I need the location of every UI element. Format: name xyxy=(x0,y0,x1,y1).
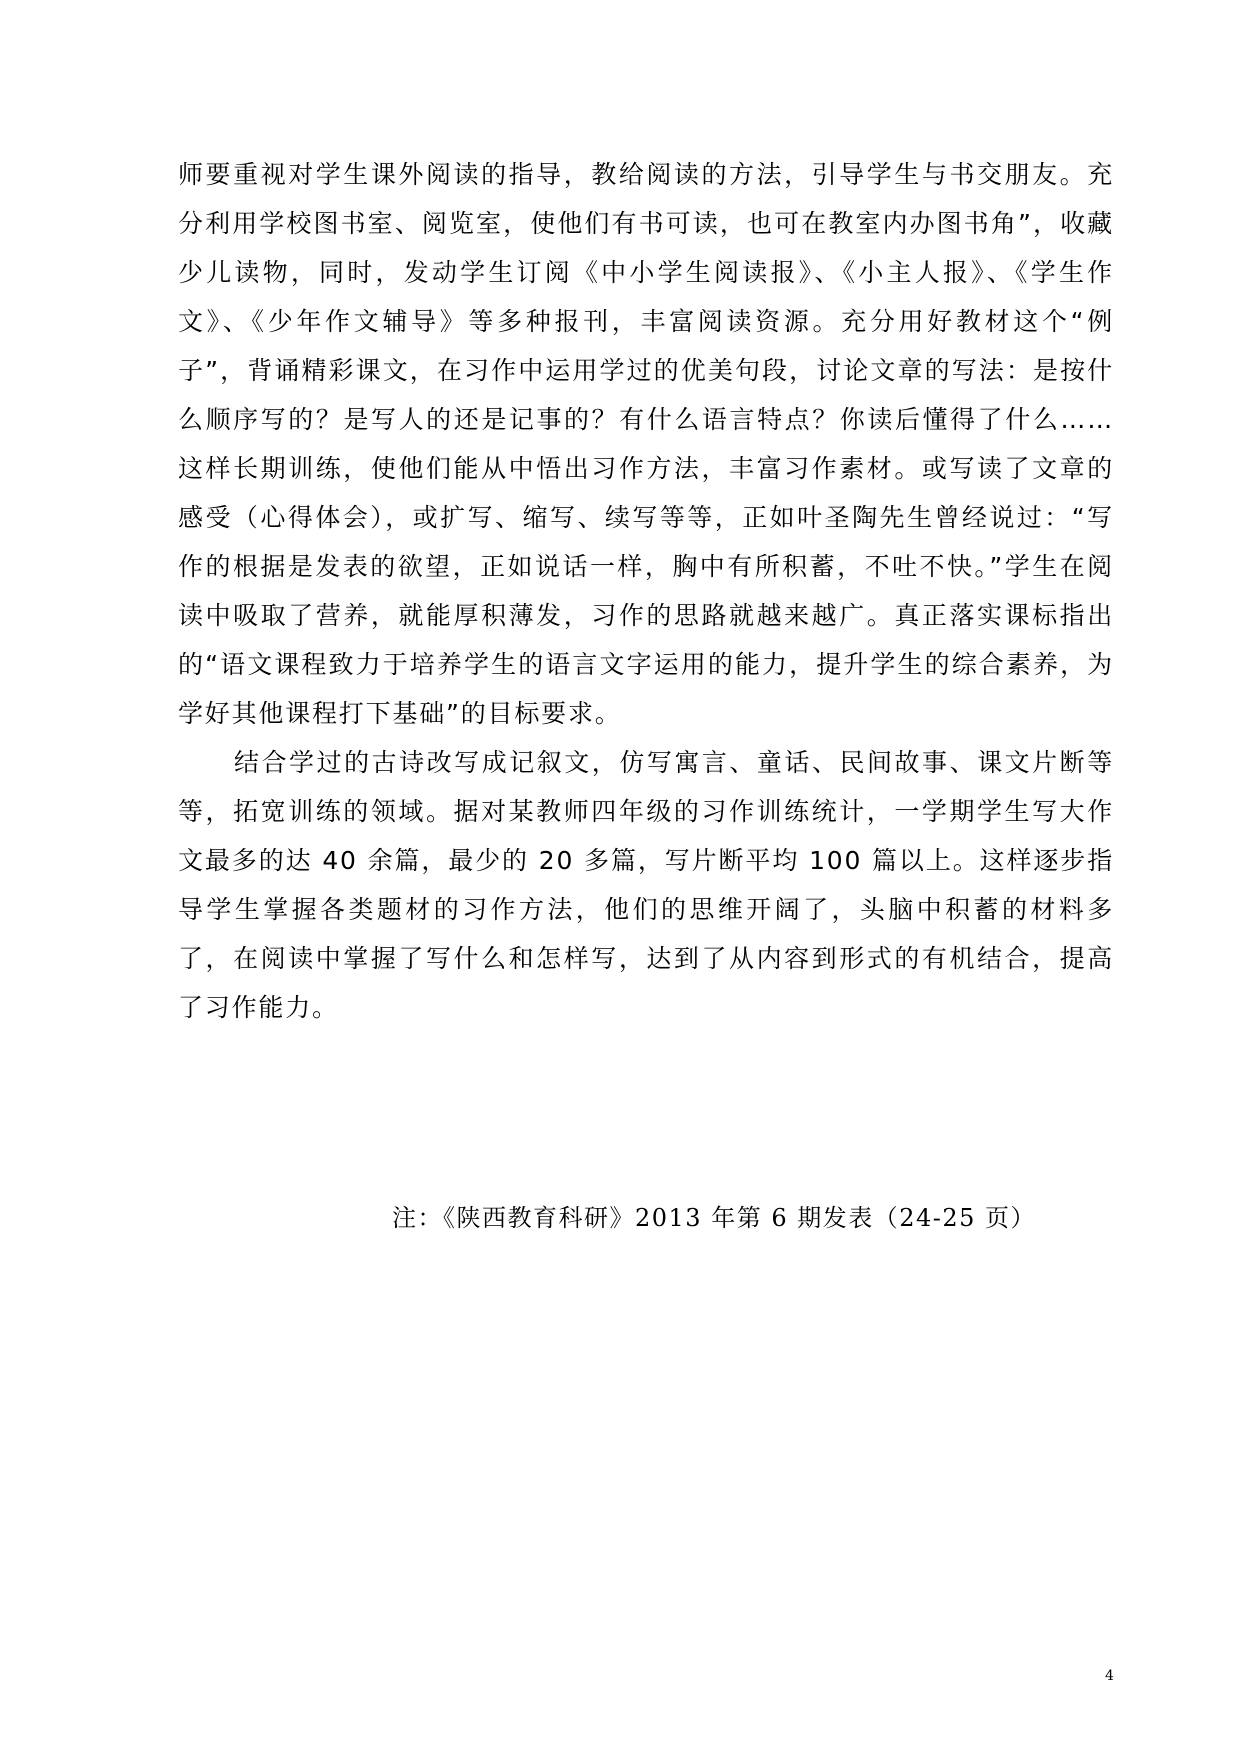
publication-note: 注：《陕西教育科研》2013 年第 6 期发表（24-25 页） xyxy=(392,1204,1037,1232)
body-text xyxy=(178,150,1114,1032)
paragraph-continued: 师要重视对学生课外阅读的指导，教给阅读的方法，引导学生与书交朋友。充分利用学校图书室、阅览室，使他们有书可读，也可在教室内办图书角”，收藏少儿读物，同时，发动学生订阅《中小学生阅读报》、《小主人报》、《学生作文》、《少年作文辅导》等多种报刊，丰富阅读资源。充分用好教材这个“例子”，背诵精彩课文，在习作中运用学过的优美句段，讨论文章的写法：是按什么顺序写的？是写人的还是记事的？有什么语言特点？你读后懂得了什么……这样长期训练，使他们能从中悟出习作方法，丰富习作素材。或写读了文章的感受（心得体会），或扩写、缩写、续写等等，正如叶圣陶先生曾经说过：“写作的根据是发表的欲望，正如说话一样，胸中有所积蓄，不吐不快。”学生在阅读中吸取了营养，就能厚积薄发，习作的思路就越来越广。真正落实课标指出的“语文课程致力于培养学生的语言文字运用的能力，提升学生的综合素养，为学好其他课程打下基础”的目标要求。 xyxy=(178,160,1114,728)
page-number: 4 xyxy=(1105,1668,1114,1684)
paragraph-writing-practice: 结合学过的古诗改写成记叙文，仿写寓言、童话、民间故事、课文片断等等，拓宽训练的领域。据对某教师四年级的习作训练统计，一学期学生写大作文最多的达 40 余篇，最少的 20 多篇，写片断平均 100 篇以上。这样逐步指导学生掌握各类题材的习作方法，他们的思维开阔了，头脑中积蓄的材料多了，在阅读中掌握了写什么和怎样写，达到了从内容到形式的有机结合，提高了习作能力。 xyxy=(178,748,1114,1022)
